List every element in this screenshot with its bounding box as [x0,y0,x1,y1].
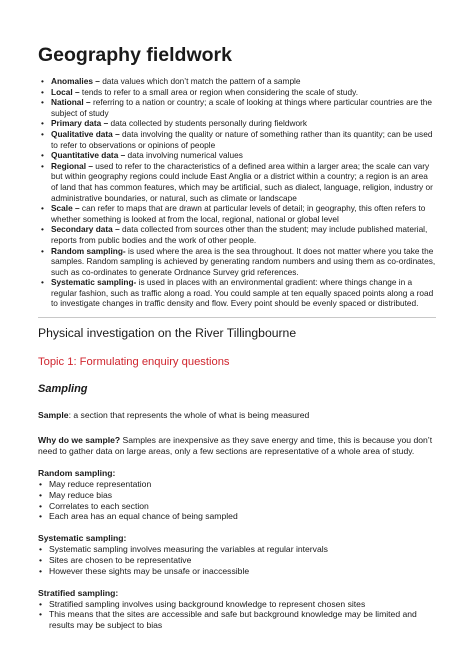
definition-item [38,277,436,309]
definition-term: Qualitative data – [51,128,120,139]
list-item: • Stratified sampling involves using background knowledge to represent chosen sites [38,599,436,610]
page-title: Geography fieldwork [38,44,232,66]
definition-term: National – [51,97,91,108]
definition-item [38,246,436,278]
definition-text: is used where the area is the sea throughout. It does not matter where you take the samples. Random sampling is achieved by generating random numbers and using them as co-ordinates, such as co-ordinates to generate Ordnance Survey grid references. [51,245,436,277]
list-item: • Each area has an equal chance of being sampled [38,511,436,522]
why-sample-text: Samples are inexpensive as they save energy and time, this is because you don’t need to gather data on large areas, only a few sections are representative of a whole area of study. [38,435,433,457]
list-item: • May reduce bias [38,490,436,501]
random-sampling-heading: Random sampling: [38,468,116,479]
definition-term: Anomalies – [51,76,100,86]
definition-text: tends to refer to a small area or region when considering the scale of study. [79,86,358,97]
definition-item [38,150,436,161]
list-item: • This means that the sites are accessible and safe but background knowledge may be limited and results may be subject to bias [38,609,436,631]
definition-text: data collected by students personally during fieldwork [108,118,307,129]
definition-text: data involving numerical values [125,150,243,161]
definition-text: used to refer to the characteristics of a defined area within a larger area; the scale can vary but within geography regions could include East Anglia or a district within a country; a region is an area of land that has common features, which may be artificial, such as dialect, language, religion, industry or administrative boundaries, or natural, such as climate or landscape [51,160,433,203]
subsection-title: Sampling [38,383,88,396]
list-item: • May reduce representation [38,479,436,490]
definition-text: can refer to maps that are drawn at particular levels of detail; in geography, this often refers to whether something is looked at from the local, regional, national or global level [51,203,426,224]
definition-term: Regional – [51,160,93,171]
systematic-sampling-list [38,544,436,576]
definition-term: Quantitative data – [51,150,126,161]
definition-term: Primary data – [51,118,109,129]
stratified-sampling-list [38,599,436,631]
stratified-sampling-heading: Stratified sampling: [38,587,119,598]
list-item: • However these sights may be unsafe or inaccessible [38,566,436,577]
definition-item [38,97,436,118]
definition-term: Systematic sampling- [51,277,137,288]
section-divider [38,317,436,318]
definition-term: Local – [51,86,80,97]
random-sampling-list [38,479,436,522]
list-item: • Sites are chosen to be representative [38,555,436,566]
sample-term: Sample [38,410,69,421]
sample-text: : a section that represents the whole of what is being measured [68,410,310,421]
definition-item [38,224,436,245]
systematic-sampling-heading: Systematic sampling: [38,533,127,544]
definition-item [38,161,436,203]
definition-item [38,118,436,129]
definition-text: data involving the quality or nature of something rather than its quantity; can be used to refer to observations or opinions of people [51,128,433,150]
list-item: • Systematic sampling involves measuring the variables at regular intervals [38,544,436,555]
definition-item [38,129,436,150]
definition-item [38,203,436,224]
section-title: Physical investigation on the River Tillingbourne [38,326,297,341]
definition-text: referring to a nation or country; a scale of looking at things where particular countries are the subject of study [51,97,432,118]
sample-definition [38,410,436,421]
why-sample-term: Why do we sample? [38,435,121,446]
definition-item [38,87,436,98]
definition-term: Secondary data – [51,224,120,235]
definition-text: data values which don’t match the pattern of a sample [99,76,301,86]
why-sample-paragraph [38,435,436,457]
definition-term: Random sampling- [51,245,126,256]
list-item: • Correlates to each section [38,501,436,512]
definition-item [38,76,436,87]
definition-term: Scale – [51,203,80,214]
topic-title: Topic 1: Formulating enquiry questions [38,356,230,369]
definition-text: data collected from sources other than the student; may include published material, reports from public bodies and the work of other people. [51,224,428,245]
definitions-list [38,76,436,309]
definition-text: is used in places with an environmental gradient: where things change in a regular fashion, such as traffic along a road. You could sample at ten equally spaced points along a road to investigate changes in traffic density and flow. Every point should be evenly spaced or distributed. [51,277,434,309]
